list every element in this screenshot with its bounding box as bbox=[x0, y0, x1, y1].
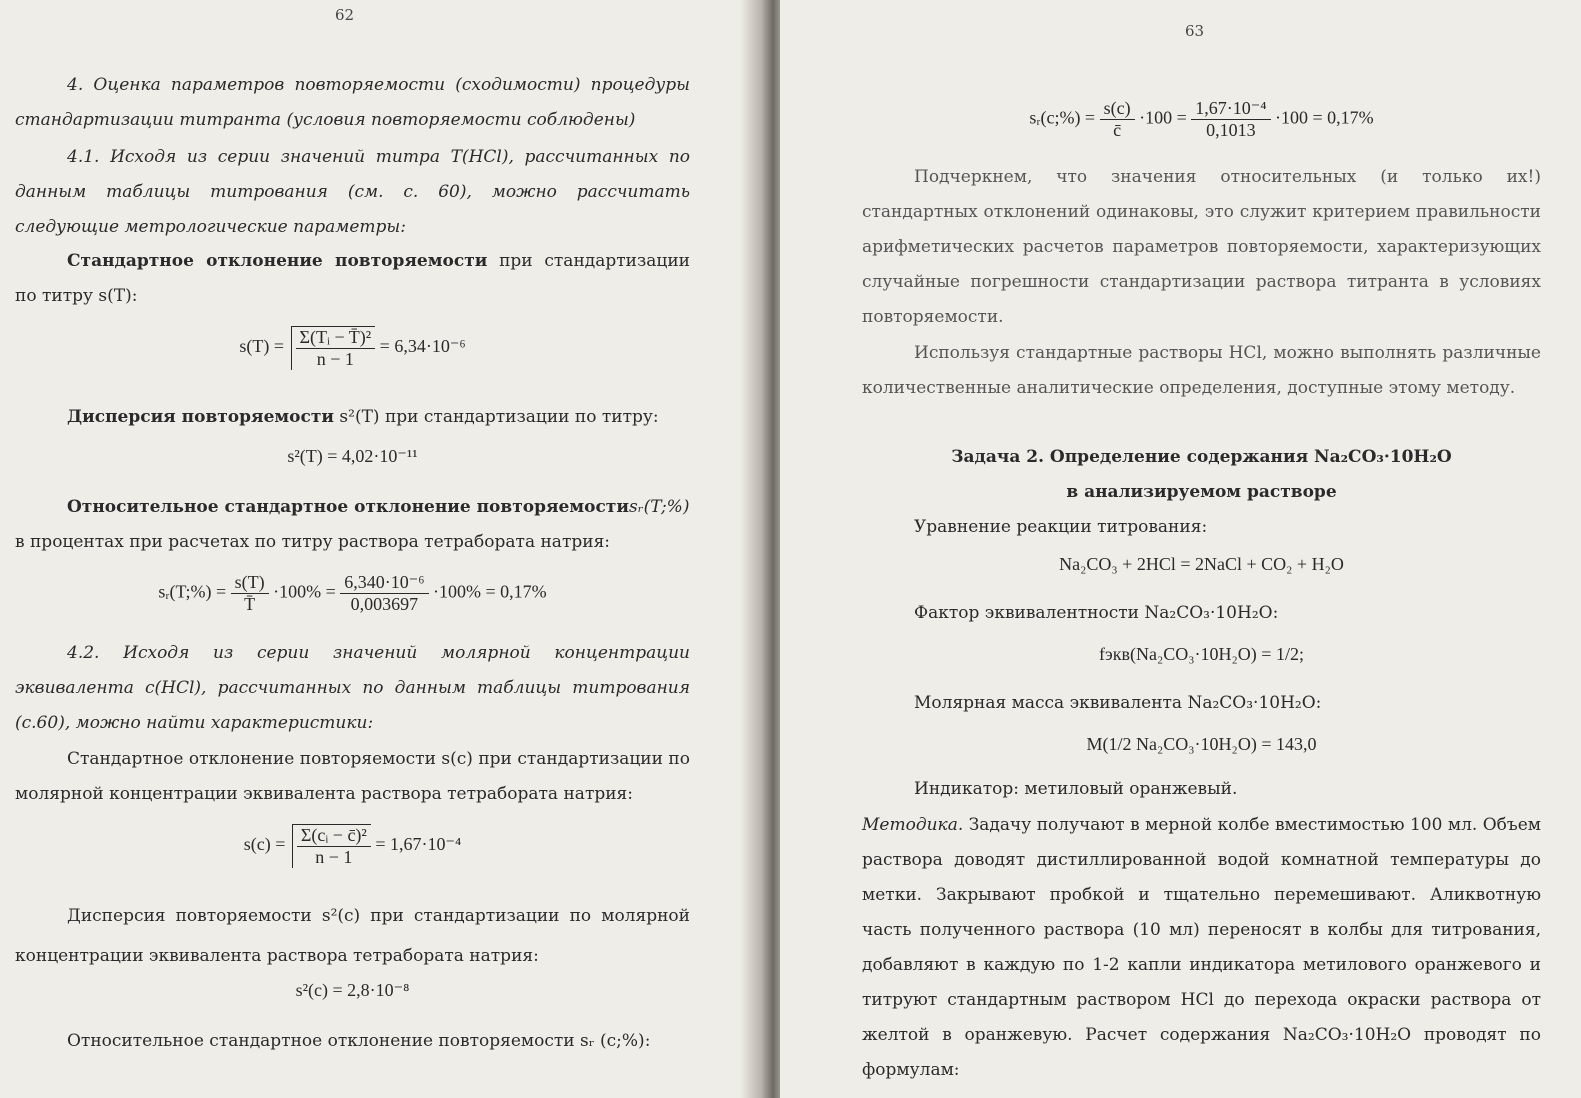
relative-std-dev-c-paragraph: Относительное стандартное отклонение повторяемости sᵣ (c;%): bbox=[67, 1031, 651, 1051]
formula-srT-rhs: ·100% = 0,17% bbox=[433, 581, 547, 602]
formula-sT-lhs: s(T) = bbox=[239, 336, 285, 357]
formula-src-mid: ·100 = bbox=[1139, 107, 1187, 128]
task-title-line2: в анализируемом растворе bbox=[1066, 482, 1337, 502]
std-dev-term: Стандартное отклонение повторяемости bbox=[67, 251, 488, 271]
formula-s2c: s²(c) = 2,8·10⁻⁸ bbox=[295, 980, 410, 1000]
reaction-equation: Na₂CO₃ + 2HCl = 2NaCl + CO₂ + H₂O bbox=[1059, 554, 1344, 574]
formula-src-f1-den: c̄ bbox=[1113, 120, 1122, 140]
formula-sc-rhs: = 1,67·10⁻⁴ bbox=[375, 834, 462, 855]
formula-src-rhs: ·100 = 0,17% bbox=[1275, 107, 1374, 128]
dispersion-rest: s²(T) при стандартизации по титру: bbox=[334, 407, 659, 427]
formula-src bbox=[862, 98, 1541, 141]
indicator-line: Индикатор: метиловый оранжевый. bbox=[914, 779, 1238, 799]
formula-srT-f1-num: s(T) bbox=[231, 572, 269, 594]
relative-std-dev-term: Относительное стандартное отклонение повторяемости bbox=[67, 497, 629, 517]
page-number-left: 62 bbox=[335, 6, 355, 24]
method-label: Методика. bbox=[862, 815, 964, 835]
formula-sT bbox=[15, 326, 690, 370]
formula-srT bbox=[15, 572, 690, 615]
dispersion-c-paragraph: Дисперсия повторяемости s²(c) при стандартизации по молярной концентрации эквивалента раствора тетрабората натрия: bbox=[15, 906, 690, 966]
formula-sT-num: Σ(Tᵢ − T̄)² bbox=[296, 327, 376, 349]
method-text: Задачу получают в мерной колбе вместимостью 100 мл. Объем раствора доводят дистиллированной водой комнатной температуры до метки. Закрывают пробкой и тщательно перемешивают. Аликвотную часть полученного раствора (10 мл) переносят в колбы для титрования, добавляют в каждую по 1-2 капли индикатора метилового оранжевого и титруют стандартным раствором HCl до перехода окраски раствора от желтой в оранжевую. Расчет содержания Na₂CO₃·10H₂O проводят по формулам: bbox=[862, 815, 1541, 1080]
page-number-right: 63 bbox=[1185, 22, 1205, 40]
relative-std-dev-paragraph bbox=[15, 490, 690, 525]
left-page bbox=[0, 0, 760, 1098]
relative-std-dev-symbol: sᵣ(T;%) bbox=[628, 497, 690, 517]
sqrt-sign bbox=[292, 824, 371, 868]
formula-srT-f1-den: T̄ bbox=[244, 594, 256, 614]
dispersion-term: Дисперсия повторяемости bbox=[67, 407, 334, 427]
molar-mass-label: Молярная масса эквивалента Na₂CO₃·10H₂O: bbox=[914, 693, 1322, 713]
formula-sc-lhs: s(c) = bbox=[243, 834, 286, 855]
formula-srT-mid: ·100% = bbox=[273, 581, 336, 602]
formula-src-f1-num: s(c) bbox=[1100, 98, 1135, 120]
method-paragraph bbox=[862, 808, 1541, 1088]
right-page bbox=[780, 0, 1581, 1098]
std-dev-paragraph bbox=[15, 244, 690, 314]
paragraph-4-2: 4.2. Исходя из серии значений молярной концентрации эквивалента c(HCl), рассчитанных по данным таблицы титрования (с.60), можно найти характеристики: bbox=[15, 643, 690, 733]
sqrt-sign bbox=[291, 326, 376, 370]
formula-srT-f2-den: 0,003697 bbox=[350, 594, 419, 614]
formula-srT-f2-num: 6,340·10⁻⁶ bbox=[340, 572, 428, 594]
formula-src-lhs: sᵣ(c;%) = bbox=[1029, 107, 1096, 128]
formula-sT-den: n − 1 bbox=[316, 349, 354, 369]
formula-src-f2-num: 1,67·10⁻⁴ bbox=[1191, 98, 1270, 120]
reaction-label: Уравнение реакции титрования: bbox=[914, 517, 1208, 537]
std-dev-c-paragraph: Стандартное отклонение повторяемости s(c) при стандартизации по молярной концентрации эквивалента раствора тетрабората натрия: bbox=[15, 749, 690, 804]
formula-s2T: s²(T) = 4,02·10⁻¹¹ bbox=[287, 446, 418, 466]
formula-src-f2-den: 0,1013 bbox=[1206, 120, 1256, 140]
usage-paragraph: Используя стандартные растворы HCl, можно выполнять различные количественные аналитические определения, доступные этому методу. bbox=[862, 343, 1541, 398]
formula-sc-num: Σ(cᵢ − c̄)² bbox=[297, 825, 371, 847]
std-dev-rest: при стандартизации по титру s(T): bbox=[15, 251, 690, 306]
formula-sT-rhs: = 6,34·10⁻⁶ bbox=[379, 336, 466, 357]
molar-mass-value: M(1/2 Na₂CO₃·10H₂O) = 143,0 bbox=[1086, 734, 1317, 754]
dispersion-paragraph bbox=[15, 400, 690, 435]
factor-value: fэкв(Na₂CO₃·10H₂O) = 1/2; bbox=[1099, 644, 1304, 664]
section-4-heading: 4. Оценка параметров повторяемости (сходимости) процедуры стандартизации титранта (условия повторяемости соблюдены) bbox=[15, 75, 690, 130]
formula-sc bbox=[15, 824, 690, 868]
formula-srT-lhs: sᵣ(T;%) = bbox=[158, 581, 227, 602]
emphasis-paragraph: Подчеркнем, что значения относительных (и только их!) стандартных отклонений одинаковы, это служит критерием правильности арифметических расчетов параметров повторяемости, характеризующих случайные погрешности стандартизации раствора титранта в условиях повторяемости. bbox=[862, 167, 1541, 327]
formula-sc-den: n − 1 bbox=[315, 847, 353, 867]
paragraph-4-1: 4.1. Исходя из серии значений титра T(HCl), рассчитанных по данным таблицы титрования (см. с. 60), можно рассчитать следующие метрологические параметры: bbox=[15, 147, 690, 237]
relative-std-dev-line2: в процентах при расчетах по титру раствора тетрабората натрия: bbox=[15, 532, 611, 552]
task-title-line1: Задача 2. Определение содержания Na₂CO₃·10H₂O bbox=[951, 447, 1452, 467]
factor-label: Фактор эквивалентности Na₂CO₃·10H₂O: bbox=[914, 603, 1279, 623]
